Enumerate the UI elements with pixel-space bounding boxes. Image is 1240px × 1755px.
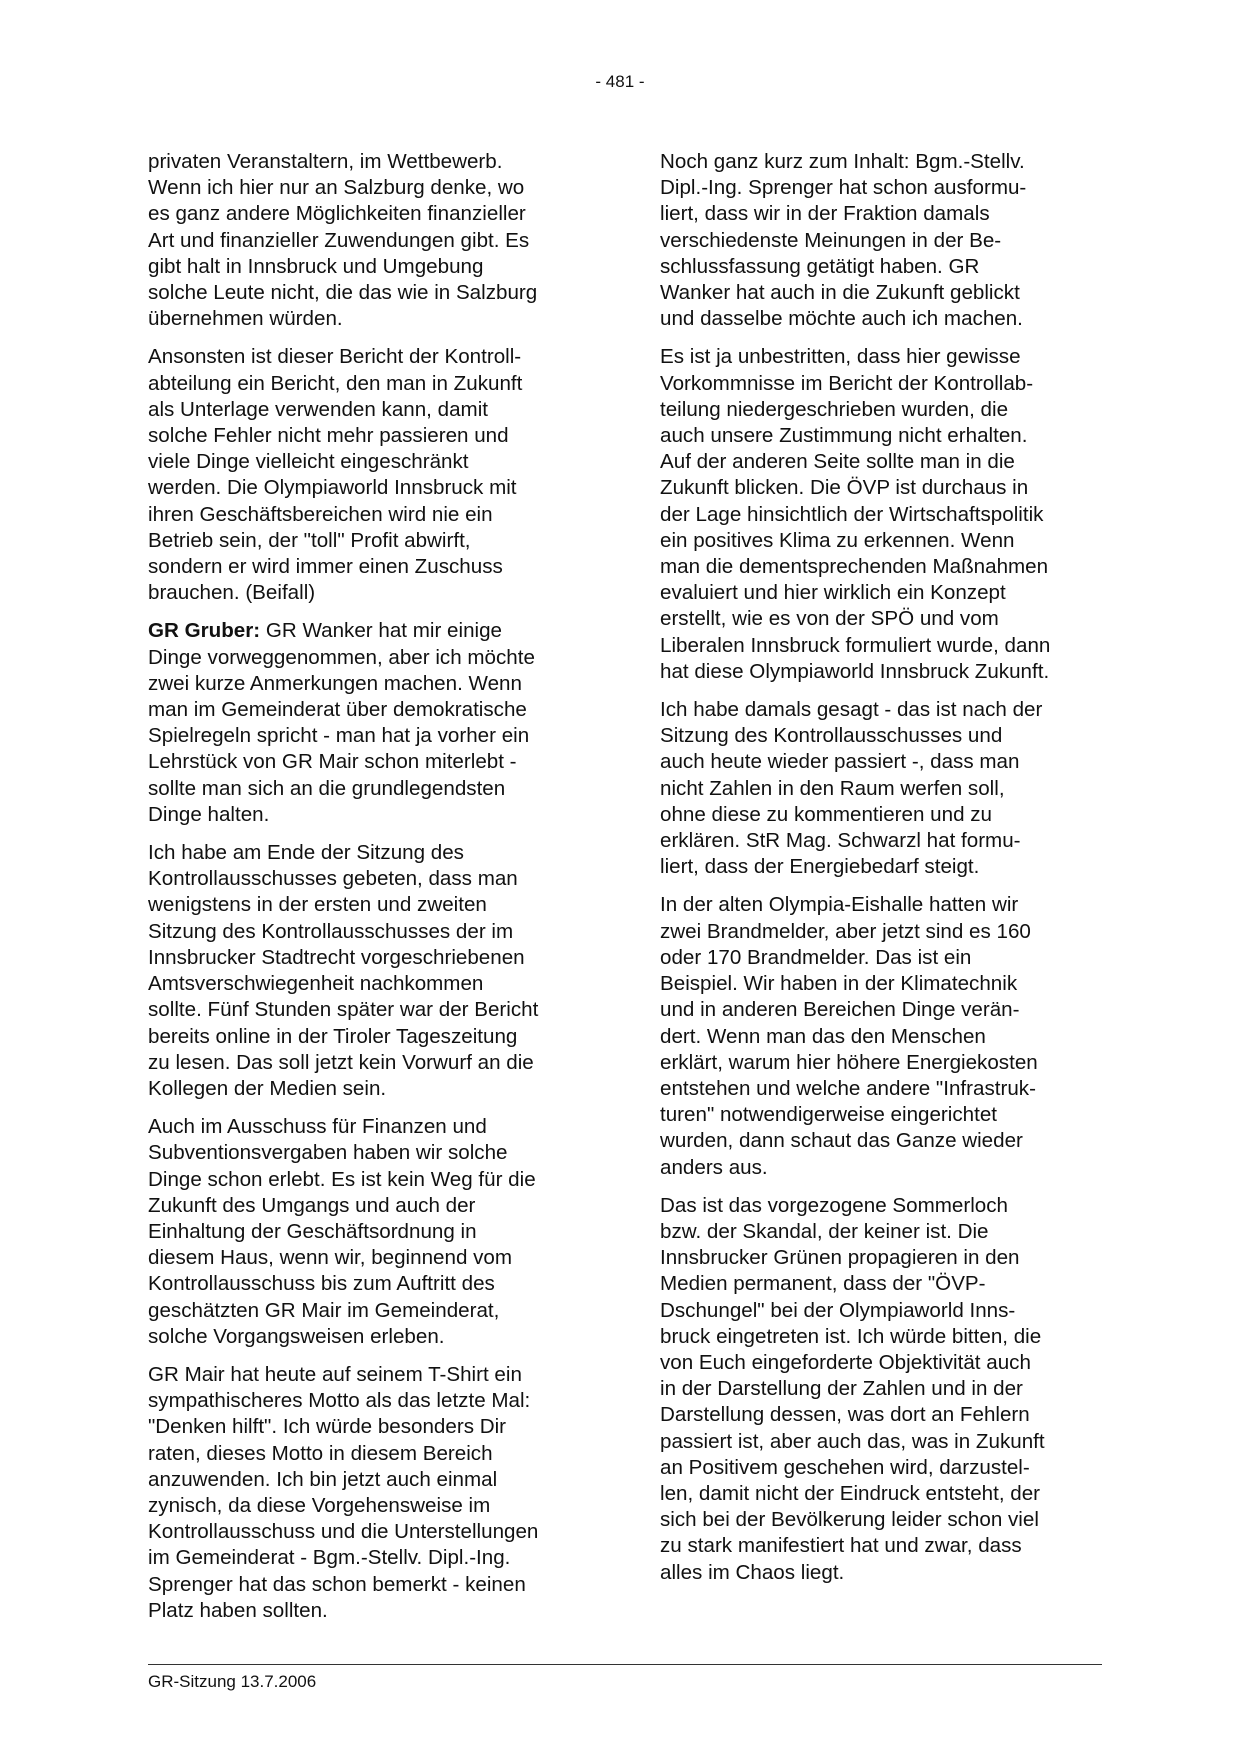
paragraph: GR Mair hat heute auf seinem T-Shirt ein sympathischeres Motto als das letzte Mal: "Denken hilft". Ich würde besonders Dir raten, dieses Motto in diesem Bereich anzuwenden. Ich bin jetzt auch einmal zynisch, da diese Vorgehensweise im Kontrollausschuss und die Unterstellungen im Gemeinderat - Bgm.-Stellv. Dipl.-Ing. Sprenger hat das schon bemerkt - keinen Platz haben sollten. (148, 1362, 539, 1622)
paragraph: Noch ganz kurz zum Inhalt: Bgm.-Stellv. Dipl.-Ing. Sprenger hat schon ausformu- liert, dass wir in der Fraktion damals verschiedenste Meinungen in der Be- schlussfassung getätigt haben. GR Wanker hat auch in die Zukunft geblickt und dasselbe möchte auch ich machen. (660, 150, 1027, 331)
paragraph: Es ist ja unbestritten, dass hier gewisse Vorkommnisse im Bericht der Kontrollab- teilung niedergeschrieben wurden, die auch unsere Zustimmung nicht erhalten. Auf der anderen Seite sollte man in die Zukunft blicken. Die ÖVP ist durchaus in der Lage hinsichtlich der Wirtschaftspolitik ein positives Klima zu erkennen. Wenn man die dementsprechenden Maßnahmen evaluiert und hier wirklich ein Konzept erstellt, wie es von der SPÖ und vom Liberalen Innsbruck formuliert wurde, dann hat diese Olympiaworld Innsbruck Zukunft. (660, 345, 1051, 683)
paragraph: In der alten Olympia-Eishalle hatten wir zwei Brandmelder, aber jetzt sind es 160 oder 170 Brandmelder. Das ist ein Beispiel. Wir haben in der Klimatechnik und in anderen Bereichen Dinge verän- dert. Wenn man das den Menschen erklärt, warum hier höhere Energiekosten entstehen und welche andere "Infrastruk- turen" notwendigerweise eingerichtet wurden, dann schaut das Ganze wieder anders aus. (660, 893, 1038, 1179)
speaker-label: GR Gruber: (148, 619, 261, 643)
footer-divider (148, 1664, 1102, 1665)
paragraph: Ich habe am Ende der Sitzung des Kontrollausschusses gebeten, dass man wenigstens in der ersten und zweiten Sitzung des Kontrollausschusses der im Innsbrucker Stadtrecht vorgeschriebenen Amtsverschwiegenheit nachkommen sollte. Fünf Stunden später war der Bericht bereits online in der Tiroler Tageszeitung zu lesen. Das soll jetzt kein Vorwurf an die Kollegen der Medien sein. (148, 841, 539, 1100)
footer-text: GR-Sitzung 13.7.2006 (148, 1672, 317, 1691)
speaker-paragraph (148, 618, 603, 828)
speaker-text: GR Wanker hat mir einige Dinge vorweggenommen, aber ich möchte zwei kurze Anmerkungen machen. Wenn man im Gemeinderat über demokratische Spielregeln spricht - man hat ja vorher ein Lehrstück von GR Mair schon miterlebt - sollte man sich an die grundlegendsten Dinge halten. (148, 619, 535, 826)
paragraph: Auch im Ausschuss für Finanzen und Subventionsvergaben haben wir solche Dinge schon erlebt. Es ist kein Weg für die Zukunft des Umgangs und auch der Einhaltung der Geschäftsordnung in diesem Haus, wenn wir, beginnend vom Kontrollausschuss bis zum Auftritt des geschätzten GR Mair im Gemeinderat, solche Vorgangsweisen erleben. (148, 1115, 536, 1348)
left-column (148, 149, 603, 1636)
paragraph: Das ist das vorgezogene Sommerloch bzw. der Skandal, der keiner ist. Die Innsbrucker Grünen propagieren in den Medien permanent, dass der "ÖVP- Dschungel" bei der Olympiaworld Inns- bruck eingetreten ist. Ich würde bitten, die von Euch eingeforderte Objektivität auch in der Darstellung der Zahlen und in der Darstellung dessen, was dort an Fehlern passiert ist, aber auch das, was in Zukunft an Positivem geschehen wird, darzustel- len, damit nicht der Eindruck entsteht, der sich bei der Bevölkerung leider schon viel zu stark manifestiert hat und zwar, dass alles im Chaos liegt. (660, 1193, 1045, 1584)
paragraph: privaten Veranstaltern, im Wettbewerb. Wenn ich hier nur an Salzburg denke, wo es ganz andere Möglichkeiten finanzieller Art und finanzieller Zuwendungen gibt. Es gibt halt in Innsbruck und Umgebung solche Leute nicht, die das wie in Salzburg übernehmen würden. (148, 150, 538, 331)
page-number: - 481 - (595, 72, 645, 91)
paragraph: Ansonsten ist dieser Bericht der Kontroll- abteilung ein Bericht, den man in Zukunft als Unterlage verwenden kann, damit solche Fehler nicht mehr passieren und viele Dinge vielleicht eingeschränkt werden. Die Olympiaworld Innsbruck mit ihren Geschäftsbereichen wird nie ein Betrieb sein, der "toll" Profit abwirft, sondern er wird immer einen Zuschuss brauchen. (Beifall) (148, 345, 523, 605)
right-column (660, 149, 1115, 1598)
paragraph: Ich habe damals gesagt - das ist nach der Sitzung des Kontrollausschusses und auch heute wieder passiert -, dass man nicht Zahlen in den Raum werfen soll, ohne diese zu kommentieren und zu erklären. StR Mag. Schwarzl hat formu- liert, dass der Energiebedarf steigt. (660, 698, 1043, 879)
